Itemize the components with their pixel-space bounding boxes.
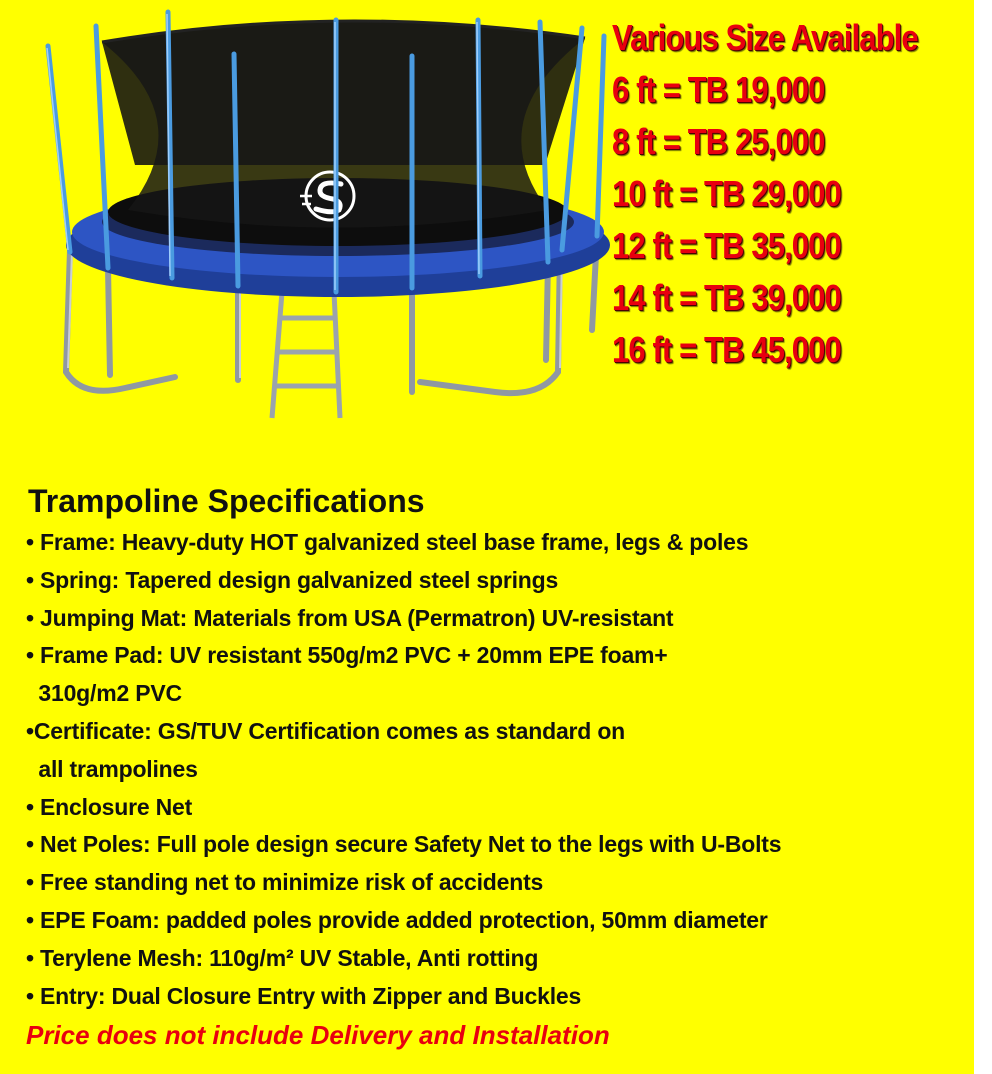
spec-item: • Terylene Mesh: 110g/m² UV Stable, Anti rotting xyxy=(26,944,539,971)
enclosure-net xyxy=(102,21,585,228)
price-list xyxy=(612,12,968,376)
spec-item: • Frame Pad: UV resistant 550g/m2 PVC + 20mm EPE foam+ xyxy=(26,642,668,669)
sizes-headline: Various Size Available xyxy=(612,17,918,58)
spec-item: 310g/m2 PVC xyxy=(26,680,182,707)
spec-item: • Jumping Mat: Materials from USA (Permatron) UV-resistant xyxy=(26,604,674,631)
price-row: 16 ft = TB 45,000 xyxy=(612,329,841,370)
specifications-list xyxy=(26,524,966,1015)
price-row: 14 ft = TB 39,000 xyxy=(612,277,841,318)
price-row: 10 ft = TB 29,000 xyxy=(612,173,841,214)
trampoline-photo xyxy=(0,0,615,440)
ladder xyxy=(272,292,340,418)
specifications-title: Trampoline Specifications xyxy=(28,483,425,519)
price-disclaimer: Price does not include Delivery and Installation xyxy=(26,1020,610,1051)
price-row: 12 ft = TB 35,000 xyxy=(612,225,841,266)
spec-item: •Certificate: GS/TUV Certification comes as standard on xyxy=(26,717,626,744)
price-row: 8 ft = TB 25,000 xyxy=(612,121,825,162)
spec-item: • Frame: Heavy-duty HOT galvanized steel base frame, legs & poles xyxy=(26,529,749,555)
spec-item: • Entry: Dual Closure Entry with Zipper and Buckles xyxy=(26,982,582,1009)
price-row: 6 ft = TB 19,000 xyxy=(612,69,825,110)
spec-item: • Enclosure Net xyxy=(26,793,193,820)
spec-item: • Spring: Tapered design galvanized steel springs xyxy=(26,566,559,593)
spec-item: • Free standing net to minimize risk of accidents xyxy=(26,869,544,896)
specifications-section xyxy=(26,480,966,1055)
spec-item: • EPE Foam: padded poles provide added protection, 50mm diameter xyxy=(26,906,768,933)
spec-item: all trampolines xyxy=(26,755,198,782)
spec-item: • Net Poles: Full pole design secure Safety Net to the legs with U-Bolts xyxy=(26,831,782,858)
